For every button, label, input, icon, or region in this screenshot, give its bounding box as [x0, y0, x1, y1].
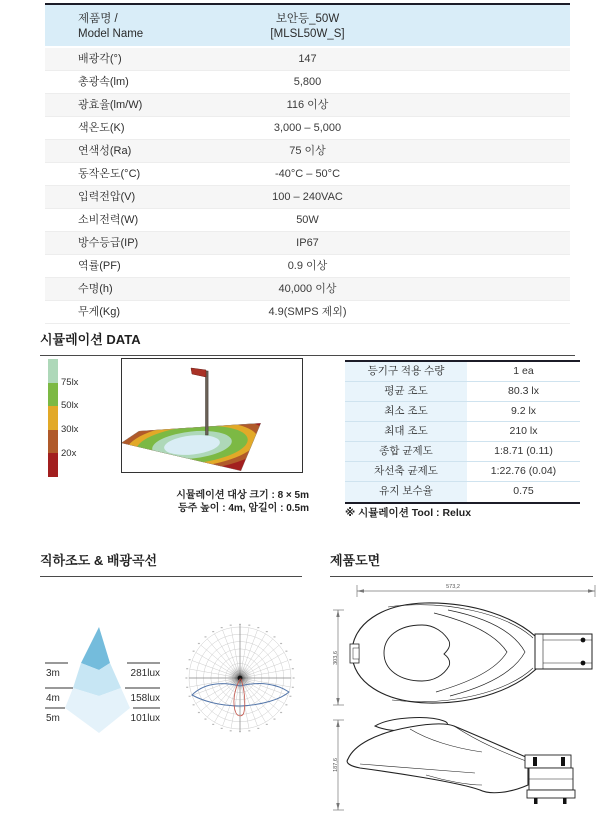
drawing-side-view	[330, 713, 605, 818]
drawing-top-view	[330, 580, 605, 713]
spec-label: 광효율(lm/W)	[78, 99, 143, 111]
spec-value: 116 이상	[286, 99, 329, 111]
spec-row	[45, 232, 570, 255]
bolt	[581, 638, 586, 643]
legend-swatch	[48, 359, 58, 383]
spec-row	[45, 278, 570, 301]
sim-row-value: 1 ea	[467, 362, 580, 381]
spec-row	[45, 186, 570, 209]
table-row	[345, 362, 580, 382]
table-row	[345, 422, 580, 442]
dim-width-line	[357, 585, 595, 597]
cone-distance-label: 5m	[46, 713, 60, 724]
legend-swatch	[48, 430, 58, 454]
cone-distance-label: 4m	[46, 693, 60, 704]
sim-row-label: 평균 조도	[345, 382, 467, 401]
legend-label: 75lx	[61, 377, 79, 388]
legend-label: 20x	[61, 448, 77, 459]
spec-row	[45, 255, 570, 278]
sim-row-label: 최대 조도	[345, 422, 467, 441]
dim-arrow	[357, 589, 364, 592]
simulation-caption-pole: 등주 높이 : 4m, 암길이 : 0.5m	[178, 502, 309, 514]
legend-label: 30lx	[61, 424, 79, 435]
dim-arrow	[336, 610, 339, 617]
simulation-3d-scene	[122, 359, 302, 472]
spec-label: 배광각(°)	[78, 53, 122, 65]
sim-row-value: 0.75	[467, 482, 580, 502]
section-heading-drawing: 제품도면	[330, 550, 593, 577]
sim-row-label: 차선축 균제도	[345, 462, 467, 481]
sim-flag	[191, 368, 206, 377]
spec-label: 무게(Kg)	[78, 306, 121, 318]
luminaire-side-outline	[347, 718, 528, 793]
spec-value: 5,800	[293, 76, 322, 88]
dim-arrow	[588, 589, 595, 592]
sim-ground	[122, 411, 272, 472]
dim-label-height-top: 303,6	[333, 651, 339, 665]
spec-label: 수명(h)	[78, 283, 113, 295]
cone-lux-label: 158lux	[130, 693, 160, 704]
dim-arrow	[336, 698, 339, 705]
spec-value: 0.9 이상	[287, 260, 328, 272]
sim-row-value: 80.3 lx	[467, 382, 580, 401]
cone-lux-label: 101lux	[130, 713, 160, 724]
dim-label-height-side: 187,6	[333, 758, 339, 772]
spec-header-label-line1: 제품명 /	[78, 13, 118, 25]
spec-row	[45, 71, 570, 94]
sim-row-label: 최소 조도	[345, 402, 467, 421]
sim-row-value: 210 lx	[467, 422, 580, 441]
spec-value: -40°C – 50°C	[274, 168, 341, 180]
simulation-table	[345, 360, 580, 504]
simulation-caption-size: 시뮬레이션 대상 크기 : 8 × 5m	[176, 490, 309, 501]
dim-arrow	[336, 720, 339, 727]
spec-row	[45, 94, 570, 117]
simulation-render	[121, 358, 303, 473]
spec-row	[45, 301, 570, 324]
spec-row	[45, 163, 570, 186]
spec-label: 색온도(K)	[78, 122, 125, 134]
cone-shape	[65, 627, 130, 733]
mount-bracket-top	[535, 634, 592, 669]
spec-value: 100 – 240VAC	[272, 191, 343, 203]
dim-arrow	[336, 803, 339, 810]
mount-bracket-side	[525, 755, 575, 804]
bolt	[561, 757, 565, 766]
model-code: [MLSL50W_S]	[270, 28, 345, 40]
spec-label: 총광속(lm)	[78, 76, 129, 88]
bolt	[533, 757, 537, 766]
spec-value: IP67	[296, 237, 319, 249]
legend-swatch	[48, 453, 58, 477]
sim-row-value: 1:8.71 (0.11)	[467, 442, 580, 461]
bolt	[563, 798, 567, 804]
polar-chart	[185, 622, 297, 734]
sim-row-label: 유지 보수율	[345, 482, 467, 502]
spec-table	[45, 3, 570, 324]
legend-color-bar	[48, 359, 58, 477]
table-row	[345, 382, 580, 402]
sim-row-value: 9.2 lx	[467, 402, 580, 421]
spec-label: 소비전력(W)	[78, 214, 139, 226]
table-row	[345, 402, 580, 422]
section-heading-illuminance: 직하조도 & 배광곡선	[40, 550, 302, 577]
spec-value: 50W	[296, 214, 319, 226]
bolt	[534, 798, 538, 804]
spec-value: 147	[298, 53, 317, 65]
spec-label: 연색성(Ra)	[78, 145, 132, 157]
cone-lux-label: 281lux	[130, 668, 160, 679]
simulation-caption	[121, 490, 309, 515]
model-name-kr: 보안등_50W	[275, 13, 340, 25]
spec-row	[45, 140, 570, 163]
table-row	[345, 442, 580, 462]
dim-label-width: 573,2	[446, 584, 460, 590]
sim-row-label: 종합 균제도	[345, 442, 467, 461]
legend-swatch	[48, 406, 58, 430]
spec-value: 75 이상	[289, 145, 326, 157]
spec-header-label-line2: Model Name	[78, 28, 144, 40]
spec-row	[45, 209, 570, 232]
spec-row	[45, 117, 570, 140]
spec-value: 3,000 – 5,000	[273, 122, 342, 134]
cone-distance-label: 3m	[46, 668, 60, 679]
spec-row	[45, 48, 570, 71]
sim-row-value: 1:22.76 (0.04)	[467, 462, 580, 481]
table-row	[345, 462, 580, 482]
legend-label: 50lx	[61, 400, 79, 411]
spec-label: 동작온도(°C)	[78, 168, 141, 180]
luminaire-top-outline	[350, 603, 540, 703]
simulation-tool-note: ※ 시뮬레이션 Tool : Relux	[345, 507, 472, 519]
spec-label: 방수등급(IP)	[78, 237, 139, 249]
cone-chart	[40, 618, 165, 743]
bolt	[581, 661, 586, 666]
sim-row-label: 등기구 적용 수량	[345, 362, 467, 381]
sim-pole	[206, 371, 209, 435]
spec-header-label	[78, 12, 143, 42]
section-heading-simulation: 시뮬레이션 DATA	[40, 329, 575, 356]
spec-label: 역률(PF)	[78, 260, 121, 272]
legend-swatch	[48, 383, 58, 407]
spec-value: 4.9(SMPS 제외)	[268, 306, 347, 318]
table-row	[345, 482, 580, 502]
spec-value: 40,000 이상	[278, 283, 337, 295]
spec-header-row	[45, 5, 570, 48]
spec-label: 입력전압(V)	[78, 191, 136, 203]
